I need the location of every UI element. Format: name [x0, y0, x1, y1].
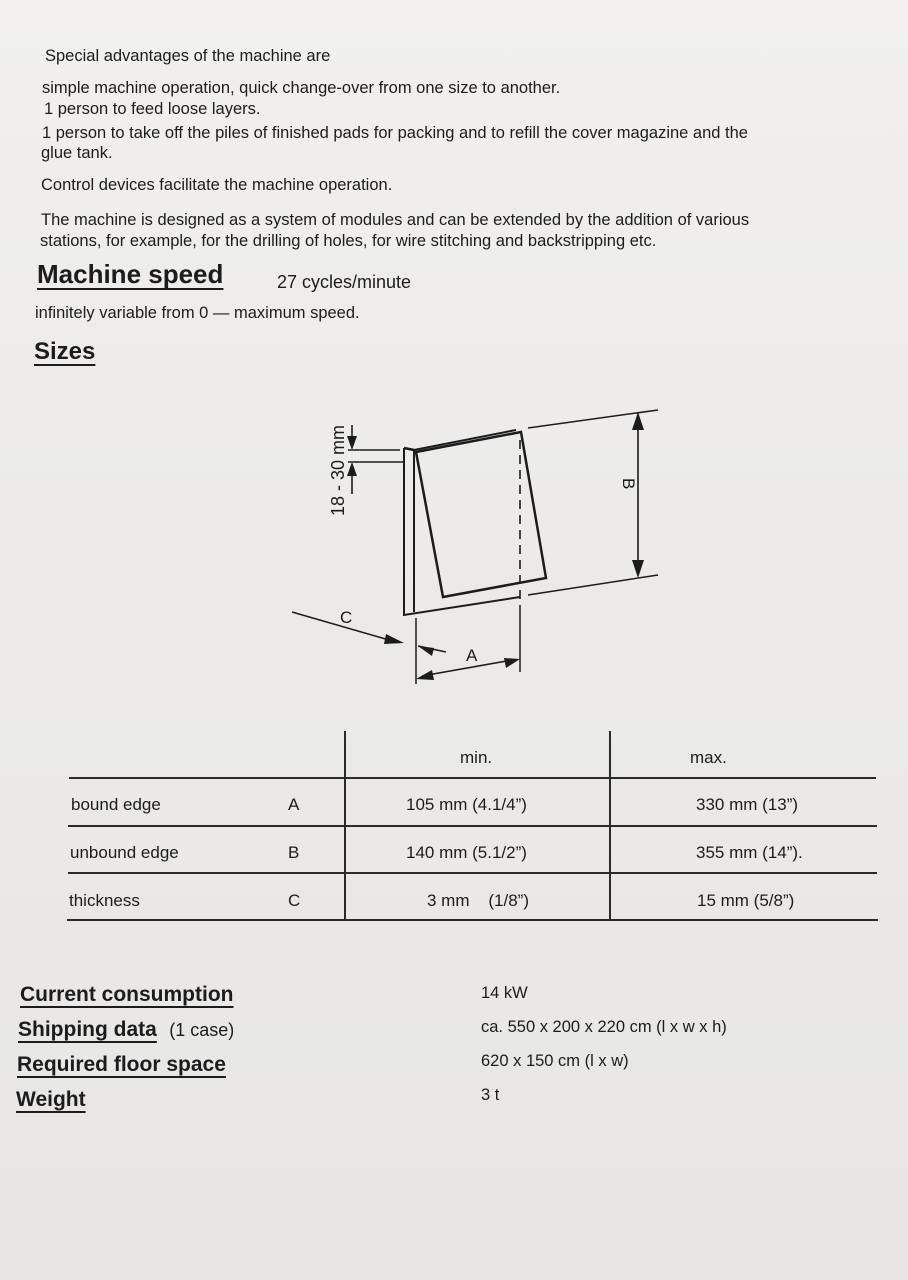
- spec-label: Required floor space: [17, 1053, 226, 1076]
- intro-line-3b: glue tank.: [41, 144, 113, 162]
- thickness-range-label: 18 - 30 mm: [328, 424, 348, 516]
- row-name: thickness: [69, 891, 140, 910]
- intro-line-3a: 1 person to take off the piles of finished pads for packing and to refill the cover magazine and the: [42, 124, 748, 142]
- spec-value: ca. 550 x 200 x 220 cm (l x w x h): [481, 1018, 727, 1036]
- intro-control: Control devices facilitate the machine operation.: [41, 176, 393, 194]
- intro-line-2: 1 person to feed loose layers.: [44, 100, 261, 118]
- row-name: unbound edge: [70, 843, 179, 862]
- row-max: 330 mm (13”): [696, 795, 799, 814]
- table-header-max: max.: [690, 748, 727, 767]
- row-max: 355 mm (14”).: [696, 843, 803, 862]
- spec-label: Current consumption: [20, 983, 234, 1006]
- spec-label-row: [18, 1018, 234, 1042]
- row-max: 15 mm (5/8”): [697, 891, 795, 910]
- spec-value: 620 x 150 cm (l x w): [481, 1052, 629, 1070]
- pad-dimensions-diagram: [0, 390, 908, 700]
- row-letter: C: [288, 891, 301, 910]
- spec-note: (1 case): [169, 1020, 235, 1040]
- machine-speed-note: infinitely variable from 0 — maximum speed.: [35, 304, 360, 322]
- sizes-heading: Sizes: [34, 338, 96, 365]
- dimension-a-label: A: [466, 646, 478, 665]
- intro-line-1: simple machine operation, quick change-over from one size to another.: [42, 79, 561, 97]
- row-letter: A: [288, 795, 300, 814]
- spec-label: Shipping data: [18, 1018, 157, 1041]
- intro-title: Special advantages of the machine are: [45, 47, 331, 65]
- spec-value: 14 kW: [481, 984, 528, 1002]
- dimension-c-label: C: [340, 608, 353, 627]
- row-letter: B: [288, 843, 300, 862]
- intro-modules-b: stations, for example, for the drilling of holes, for wire stitching and backstripping etc.: [40, 232, 657, 250]
- row-min: 140 mm (5.1/2”): [406, 843, 527, 862]
- spec-label: Weight: [16, 1088, 86, 1111]
- spec-value: 3 t: [481, 1086, 500, 1104]
- row-name: bound edge: [71, 795, 161, 814]
- intro-modules-a: The machine is designed as a system of modules and can be extended by the addition of various: [41, 211, 750, 229]
- dimension-b-label: B: [619, 478, 638, 490]
- machine-speed-heading: Machine speed: [37, 259, 224, 289]
- table-header-min: min.: [460, 748, 493, 767]
- machine-speed-value: 27 cycles/minute: [277, 272, 412, 292]
- row-min: 3 mm (1/8”): [427, 891, 530, 910]
- row-min: 105 mm (4.1/4”): [406, 795, 527, 814]
